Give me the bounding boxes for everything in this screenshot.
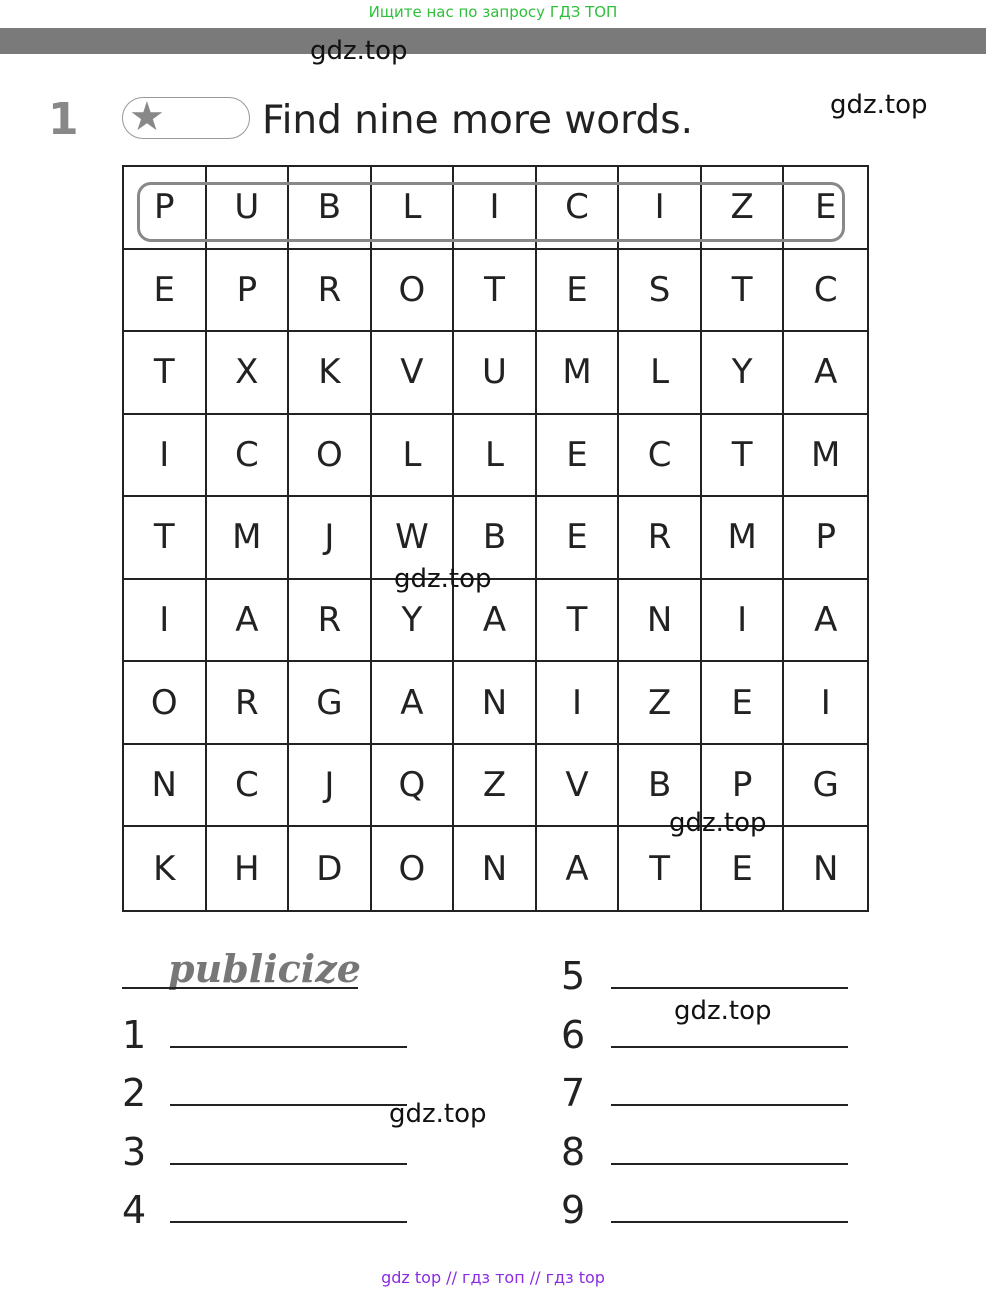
answer-number: 2 <box>122 1071 147 1115</box>
grid-cell: G <box>289 662 372 745</box>
grid-cell: R <box>619 497 702 580</box>
grid-cell: U <box>207 167 290 250</box>
grid-cell: C <box>537 167 620 250</box>
watermark: gdz.top <box>674 996 772 1026</box>
grid-cell: N <box>813 848 839 889</box>
grid-cell: Q <box>372 745 455 828</box>
grid-cell: N <box>454 662 537 745</box>
grid-cell: V <box>537 745 620 828</box>
grid-cell: T <box>702 250 785 333</box>
example-answer-line <box>122 987 358 989</box>
watermark: gdz.top <box>394 564 492 594</box>
grid-cell: N <box>619 580 702 663</box>
grid-cell: M <box>784 415 867 498</box>
grid-cell: E <box>702 827 785 910</box>
word-search-grid <box>122 165 869 912</box>
grid-cell: J <box>289 745 372 828</box>
grid-cell: I <box>124 580 207 663</box>
answer-number: 3 <box>122 1130 147 1174</box>
grid-cell: A <box>537 827 620 910</box>
grid-cell: E <box>124 250 207 333</box>
grid-cell: Z <box>619 662 702 745</box>
grid-cell: L <box>454 415 537 498</box>
grid-cell: A <box>784 580 867 663</box>
grid-cell: X <box>207 332 290 415</box>
grid-cell: I <box>537 662 620 745</box>
grid-cell: T <box>124 497 207 580</box>
watermark: gdz.top <box>669 808 767 838</box>
grid-cell: O <box>124 662 207 745</box>
answer-line[interactable] <box>611 1163 848 1165</box>
grid-cell: K <box>289 332 372 415</box>
exercise-number: 1 <box>48 94 79 145</box>
answer-number: 9 <box>561 1188 586 1232</box>
footer-links[interactable]: gdz top // гдз топ // гдз top <box>381 1268 605 1287</box>
answer-number: 7 <box>561 1071 586 1115</box>
grid-cell: I <box>124 415 207 498</box>
grid-cell: R <box>207 662 290 745</box>
grid-cell: U <box>454 332 537 415</box>
grid-cell: C <box>207 745 290 828</box>
grid-cell: V <box>372 332 455 415</box>
answer-line[interactable] <box>611 1221 848 1223</box>
answer-number: 6 <box>561 1013 586 1057</box>
grid-cell: O <box>372 250 455 333</box>
grid-cell: W <box>372 497 455 580</box>
grid-cell: P <box>702 745 785 828</box>
grid-cell: K <box>124 827 207 910</box>
grid-cell: A <box>784 332 867 415</box>
grid-cell: C <box>619 415 702 498</box>
grid-cell: H <box>207 827 290 910</box>
grid-cell: D <box>289 827 372 910</box>
grid-cell: T <box>537 580 620 663</box>
grid-cell: I <box>702 580 785 663</box>
grid-cell: M <box>702 497 785 580</box>
grid-cell: L <box>372 167 455 250</box>
top-banner[interactable]: Ищите нас по запросу ГДЗ ТОП <box>368 3 618 21</box>
grid-cell: Y <box>372 580 455 663</box>
grid-cell: E <box>537 497 620 580</box>
grid-cell: A <box>372 662 455 745</box>
grid-cell: I <box>784 662 867 745</box>
grid-cell: S <box>619 250 702 333</box>
grid-cell: A <box>454 580 537 663</box>
grid-cell: I <box>619 167 702 250</box>
grid-cell: J <box>289 497 372 580</box>
grid-cell: N <box>454 827 537 910</box>
top-bar <box>0 28 986 54</box>
grid-cell: B <box>289 167 372 250</box>
grid-cell: R <box>289 250 372 333</box>
grid-cell: Z <box>454 745 537 828</box>
star-icon: ★ <box>129 95 165 139</box>
grid-cell: L <box>619 332 702 415</box>
answer-number: 4 <box>122 1188 147 1232</box>
grid-cell: P <box>124 167 207 250</box>
watermark: gdz.top <box>830 90 928 120</box>
grid-cell: T <box>619 827 702 910</box>
grid-cell: G <box>784 745 867 828</box>
grid-cell: E <box>784 167 867 250</box>
answer-line[interactable] <box>170 1046 407 1048</box>
example-answer: publicize <box>168 946 361 991</box>
grid-cell: I <box>454 167 537 250</box>
grid-cell: E <box>702 662 785 745</box>
grid-cell: N <box>124 745 207 828</box>
watermark: gdz.top <box>310 36 408 66</box>
answer-number: 1 <box>122 1013 147 1057</box>
instruction-text: Find nine more words. <box>262 98 693 143</box>
grid-cell: R <box>289 580 372 663</box>
grid-cell: M <box>207 497 290 580</box>
answer-number: 8 <box>561 1130 586 1174</box>
grid-cell: Z <box>702 167 785 250</box>
answer-line[interactable] <box>611 1104 848 1106</box>
grid-cell: T <box>702 415 785 498</box>
grid-cell: P <box>207 250 290 333</box>
grid-cell: B <box>619 745 702 828</box>
grid-cell: T <box>124 332 207 415</box>
grid-cell: M <box>537 332 620 415</box>
grid-cell: T <box>454 250 537 333</box>
answer-line[interactable] <box>170 1221 407 1223</box>
answer-line[interactable] <box>170 1163 407 1165</box>
answer-line[interactable] <box>170 1104 407 1106</box>
answer-line[interactable] <box>611 987 848 989</box>
grid-cell: C <box>784 250 867 333</box>
grid-cell: P <box>784 497 867 580</box>
answer-line[interactable] <box>611 1046 848 1048</box>
grid-cell: Y <box>702 332 785 415</box>
grid-cell: O <box>289 415 372 498</box>
grid-cell: B <box>454 497 537 580</box>
grid-cell: E <box>537 415 620 498</box>
watermark: gdz.top <box>389 1099 487 1129</box>
grid-cell: O <box>372 827 455 910</box>
grid-cell: E <box>537 250 620 333</box>
difficulty-badge <box>122 97 250 139</box>
answer-number: 5 <box>561 954 586 998</box>
grid-cell: A <box>207 580 290 663</box>
grid-cell: C <box>207 415 290 498</box>
grid-cell: L <box>372 415 455 498</box>
